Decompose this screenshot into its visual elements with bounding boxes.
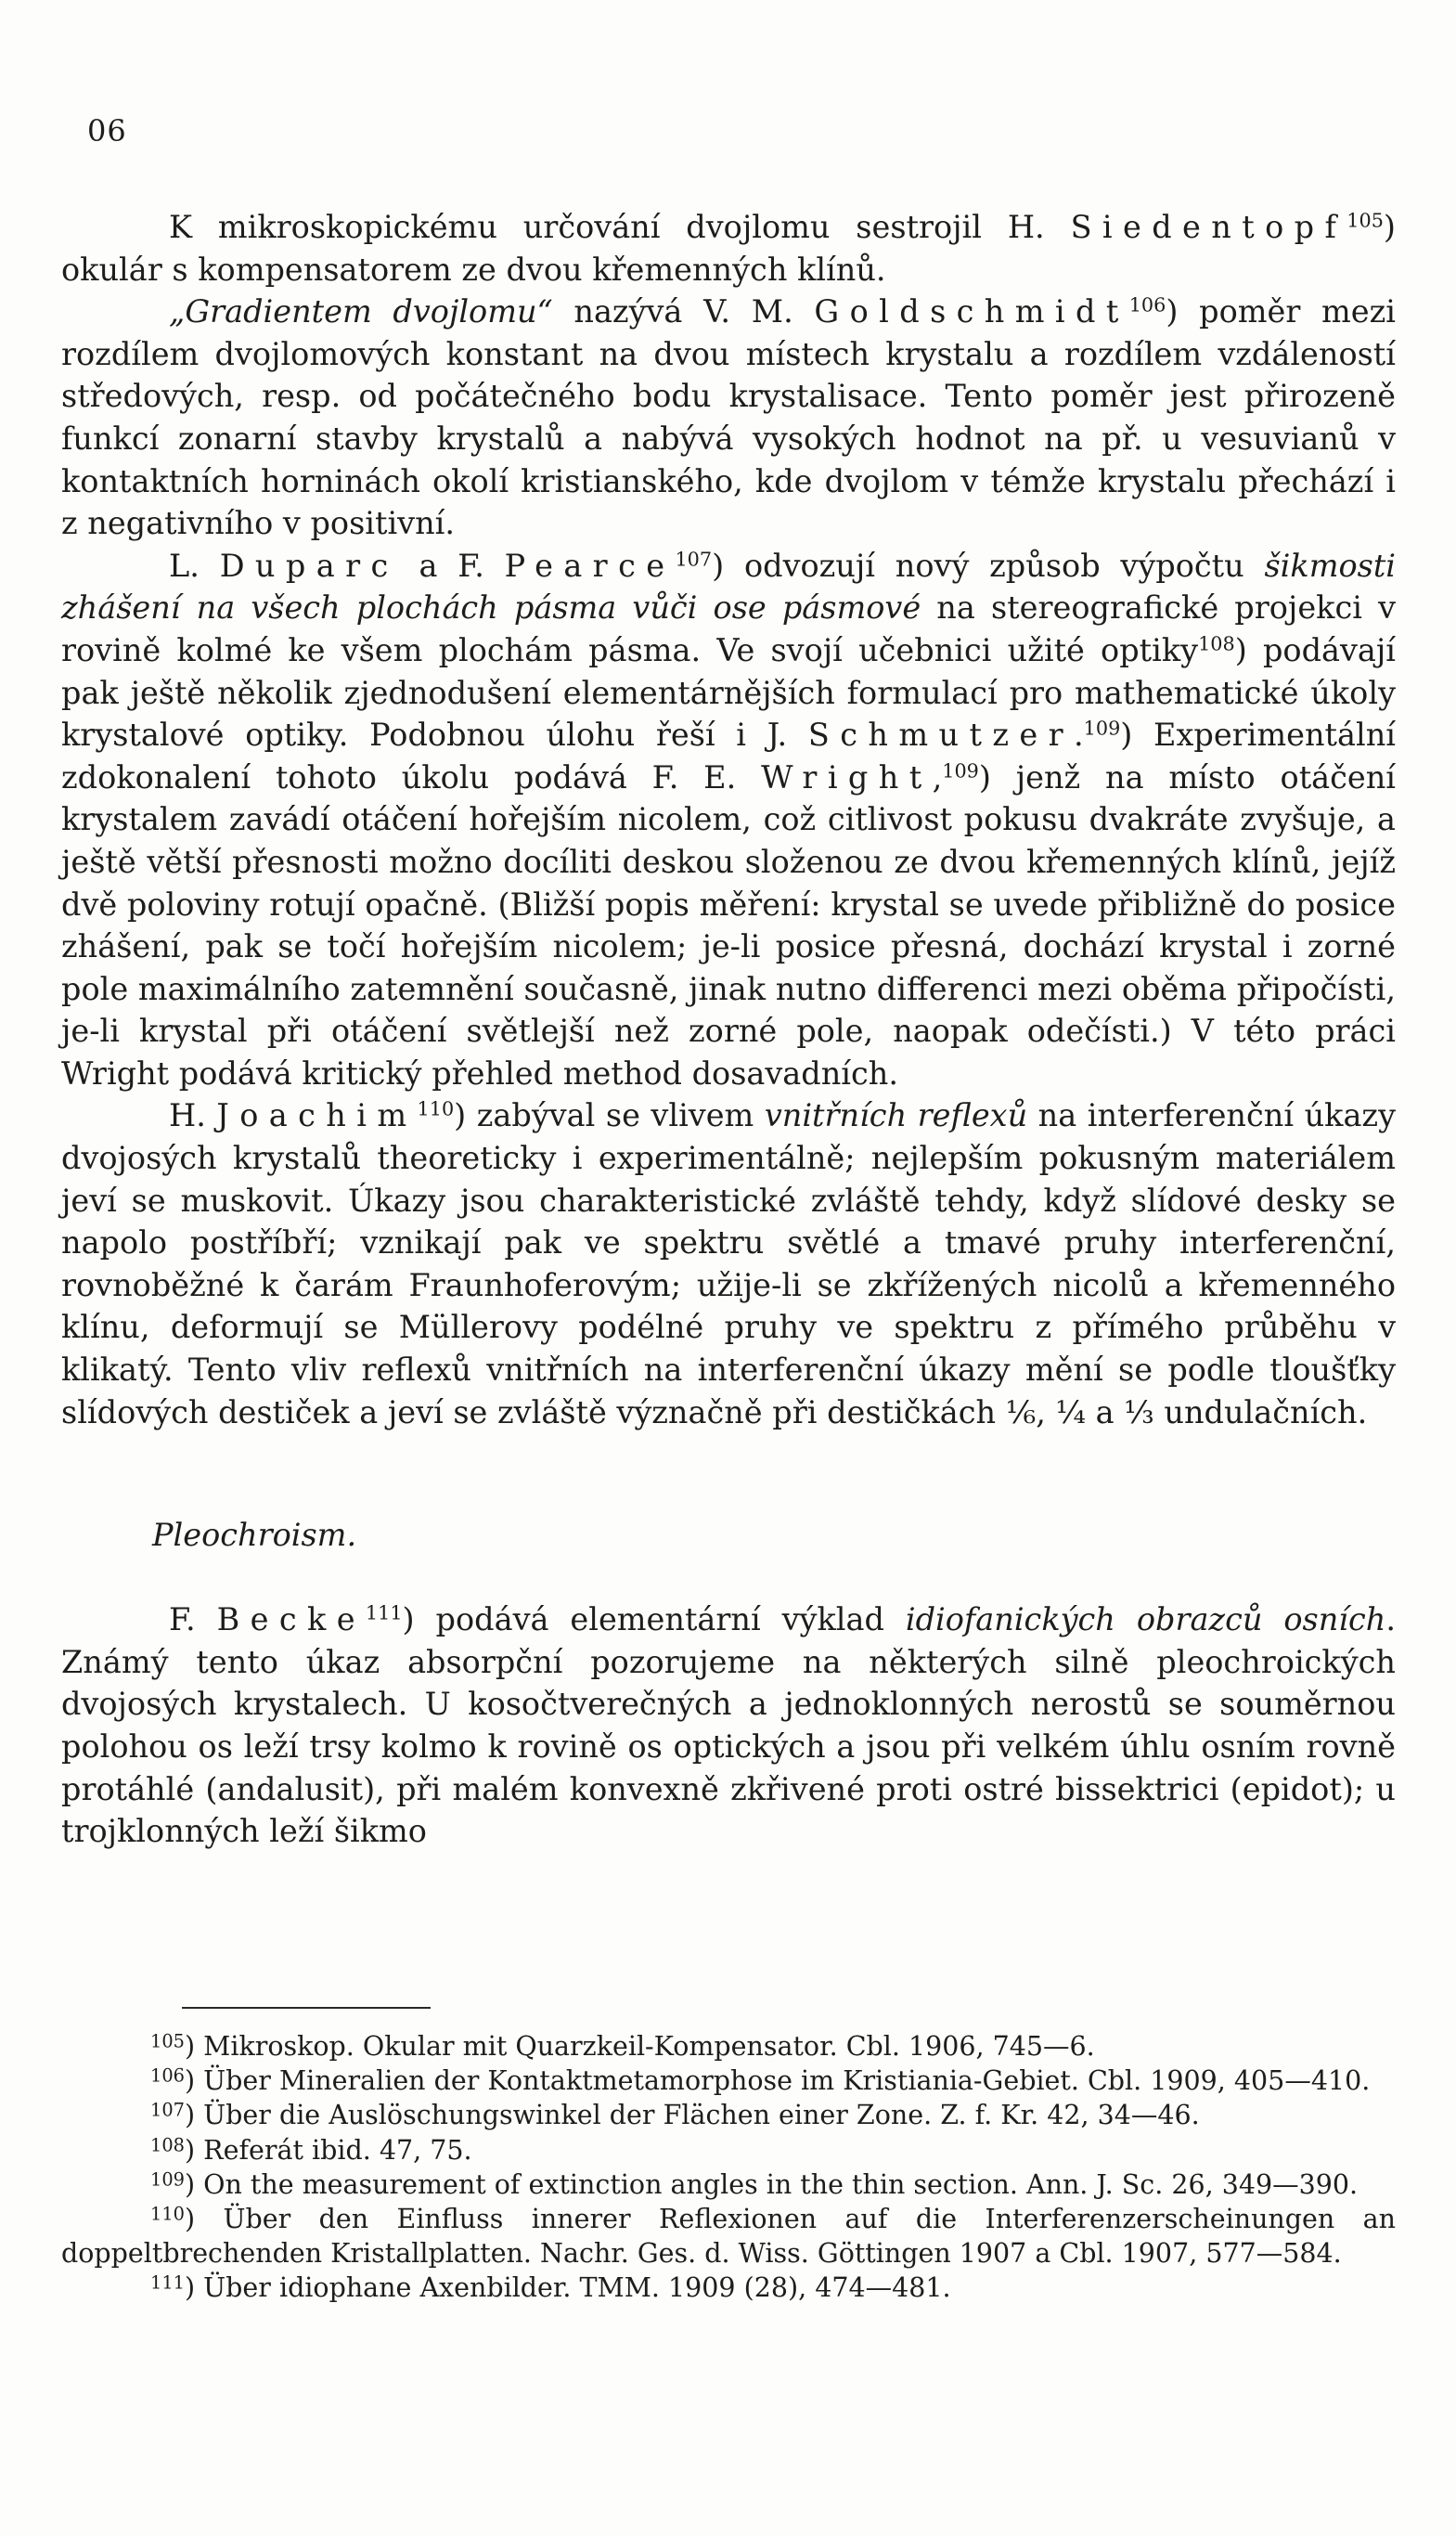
footnote-ref: 110: [417, 1098, 455, 1121]
paragraph: [61, 1598, 1396, 1853]
footnote-number: 110: [150, 2203, 185, 2225]
text-run: .: [1073, 717, 1084, 754]
text-run: ) odvozují nový způsob výpočtu: [712, 547, 1265, 584]
footnote-number: 105: [150, 2030, 185, 2052]
text-run: a F.: [398, 547, 505, 584]
footnote-ref: 109: [942, 759, 979, 783]
italic-term: „Gradientem dvojlomu“: [169, 293, 553, 330]
footnote-text: Mikroskop. Okular mit Quarzkeil-Kompensator. Cbl. 1906, 745—6.: [203, 2031, 1095, 2062]
author-name: Schmutzer: [807, 717, 1074, 754]
text-run: ) podávají pak ještě několik zjednodušení elementárnějších formulací pro mathematické úkoly krystalové optiky. Podobnou úlohu řeší i J.: [61, 631, 1396, 754]
text-run: ) podává elementární výklad: [402, 1601, 906, 1638]
footnote-ref: 111: [365, 1601, 403, 1624]
footnote: $^{105}$) Mikroskop. Okular mit Quarzkeil-Kompensator. Cbl. 1906, 745—6.: [150, 2030, 1095, 2062]
text-run: ,: [932, 758, 943, 796]
footnotes: [61, 2029, 1396, 2306]
footnote-ref: 107: [675, 548, 713, 571]
page-number: 06: [87, 113, 127, 149]
body-text: [61, 206, 1396, 1853]
italic-term: idiofanických obrazců osních: [905, 1601, 1386, 1638]
author-name: Duparc: [219, 547, 399, 584]
text-run: na stereografické projekci v rovině kolmé ke všem plochám pásma. Ve svojí učebnici užité optiky: [61, 589, 1396, 668]
author-name: Joachim: [216, 1097, 418, 1134]
footnote-number: 111: [150, 2271, 185, 2294]
text-run: H.: [169, 1097, 217, 1134]
footnote-number: 107: [150, 2099, 185, 2121]
paragraph: [61, 206, 1396, 291]
footnote-text: Referát ibid. 47, 75.: [203, 2134, 472, 2166]
paragraph: [61, 291, 1396, 545]
footnote-number: 106: [150, 2064, 185, 2087]
author-name: Wright: [761, 758, 933, 796]
text-run: F.: [169, 1601, 217, 1638]
footnote: $^{110}$) Über den Einfluss innerer Reflexionen auf die Interferenzerscheinungen an doppeltbrechenden Kristallplatten. Nachr. Ges. d. Wiss. Göttingen 1907 a Cbl. 1907, 577—584.: [61, 2203, 1396, 2270]
author-name: Becke: [216, 1601, 366, 1638]
text-run: ) zabýval se vlivem: [454, 1097, 765, 1134]
italic-term: vnitřních reflexů: [764, 1097, 1028, 1134]
footnote: $^{106}$) Über Mineralien der Kontaktmetamorphose im Kristiania-Gebiet. Cbl. 1909, 405—410.: [150, 2064, 1371, 2097]
text-run: L.: [169, 547, 220, 584]
footnote: $^{109}$) On the measurement of extinction angles in the thin section. Ann. J. Sc. 26, 349—390.: [150, 2168, 1359, 2200]
footnote-number: 108: [150, 2133, 185, 2155]
author-name: Goldschmidt: [814, 293, 1129, 330]
footnote-ref: 109: [1083, 717, 1121, 740]
text-run: ) jenž na místo otáčení krystalem zavádí otáčení hořejším nicolem, což citlivost pokusu dvakráte zvyšuje, a ještě větší přesnosti možno docíliti deskou složenou ze dvou křemenných klínů, jejíž dvě poloviny rotují opačně. (Bližší popis měření: krystal se uvede přibližně do posice zhášení, pak se točí hořejším nicolem; je-li posice přesná, dochází krystal i zorné pole maximálního zatemnění současně, jinak nutno differenci mezi oběma připočísti, je-li krystal při otáčení světlejší než zorné pole, naopak odečísti.) V této práci Wright podává kritický přehled method dosavadních.: [61, 758, 1397, 1092]
footnote-ref: 108: [1198, 632, 1235, 655]
footnote-text: Über idiophane Axenbilder. TMM. 1909 (28), 474—481.: [203, 2272, 951, 2304]
text-run: ) Experimentální zdokonalení tohoto úkolu podává F. E.: [61, 717, 1397, 796]
text-run: ) poměr mezi rozdílem dvojlomových konstant na dvou místech krystalu a rozdílem vzdáleností středových, resp. od počátečného bodu krystalisace. Tento poměr jest přirozeně funkcí zonarní stavby krystalů a nabývá vysokých hodnot na př. u vesuvianů v kontaktních horninách okolí kristianského, kde dvojlom v témže krystalu přechází i z negativního v positivní.: [61, 293, 1396, 542]
paragraph: [61, 1094, 1396, 1433]
text-run: na interferenční úkazy dvojosých krystalů theoreticky i experimentálně; nejlepším pokusným materiálem jeví se muskovit. Úkazy jsou charakteristické zvláště tehdy, když slídové desky se napolo postříbří; vznikají pak ve spektru světlé a tmavé pruhy interferenční, rovnoběžné k čarám Fraunhoferovým; užije-li se zkřížených nicolů a křemenného klínu, deformují se Müllerovy podélné pruhy ve spektru z přímého průběhu v klikatý. Tento vliv reflexů vnitřních na interferenční úkazy mění se podle tloušťky slídových destiček a jeví se zvláště význačně při destičkách ⅙, ¼ a ⅓ undulačních.: [61, 1097, 1396, 1430]
text-run: ) okulár s kompensatorem ze dvou křemenných klínů.: [61, 209, 1396, 288]
footnote-number: 109: [150, 2168, 185, 2191]
text-run: nazývá V. M.: [552, 293, 815, 330]
section-heading: Pleochroism.: [152, 1517, 357, 1554]
author-name: Pearce: [504, 547, 676, 584]
text-run: . Známý tento úkaz absorpční pozorujeme na některých silně pleochroických dvojosých krystalech. U kosočtverečných a jednoklonných nerostů se souměrnou polohou os leží trsy kolmo k rovině os optických a jsou při velkém úhlu osním rovně protáhlé (andalusit), při malém konvexně zkřivené proti ostré bissektrici (epidot); u trojklonných leží šikmo: [61, 1601, 1396, 1850]
footnote-text: Über die Auslöschungswinkel der Flächen einer Zone. Z. f. Kr. 42, 34—46.: [203, 2100, 1200, 2131]
footnote-text: Über den Einfluss innerer Reflexionen auf die Interferenzerscheinungen an doppeltbrechenden Kristallplatten. Nachr. Ges. d. Wiss. Göttingen 1907 a Cbl. 1907, 577—584.: [61, 2204, 1396, 2270]
footnote-text: Über Mineralien der Kontaktmetamorphose im Kristiania-Gebiet. Cbl. 1909, 405—410.: [203, 2065, 1371, 2097]
footnote-divider: [182, 2007, 431, 2009]
text-run: K mikroskopickému určování dvojlomu sestrojil H.: [169, 209, 1071, 245]
footnote: $^{111}$) Über idiophane Axenbilder. TMM. 1909 (28), 474—481.: [150, 2271, 951, 2304]
author-name: Siedentopf: [1070, 209, 1347, 245]
footnote: $^{108}$) Referát ibid. 47, 75.: [150, 2133, 472, 2166]
footnote-ref: 106: [1128, 293, 1166, 317]
paragraph: [61, 545, 1396, 1095]
footnote-text: On the measurement of extinction angles in the thin section. Ann. J. Sc. 26, 349—390.: [203, 2168, 1359, 2200]
footnote: $^{107}$) Über die Auslöschungswinkel der Flächen einer Zone. Z. f. Kr. 42, 34—46.: [150, 2099, 1200, 2131]
footnote-ref: 105: [1346, 209, 1384, 232]
italic-term: šikmosti zhášení na všech plochách pásma vůči ose pásmové: [61, 547, 1396, 627]
